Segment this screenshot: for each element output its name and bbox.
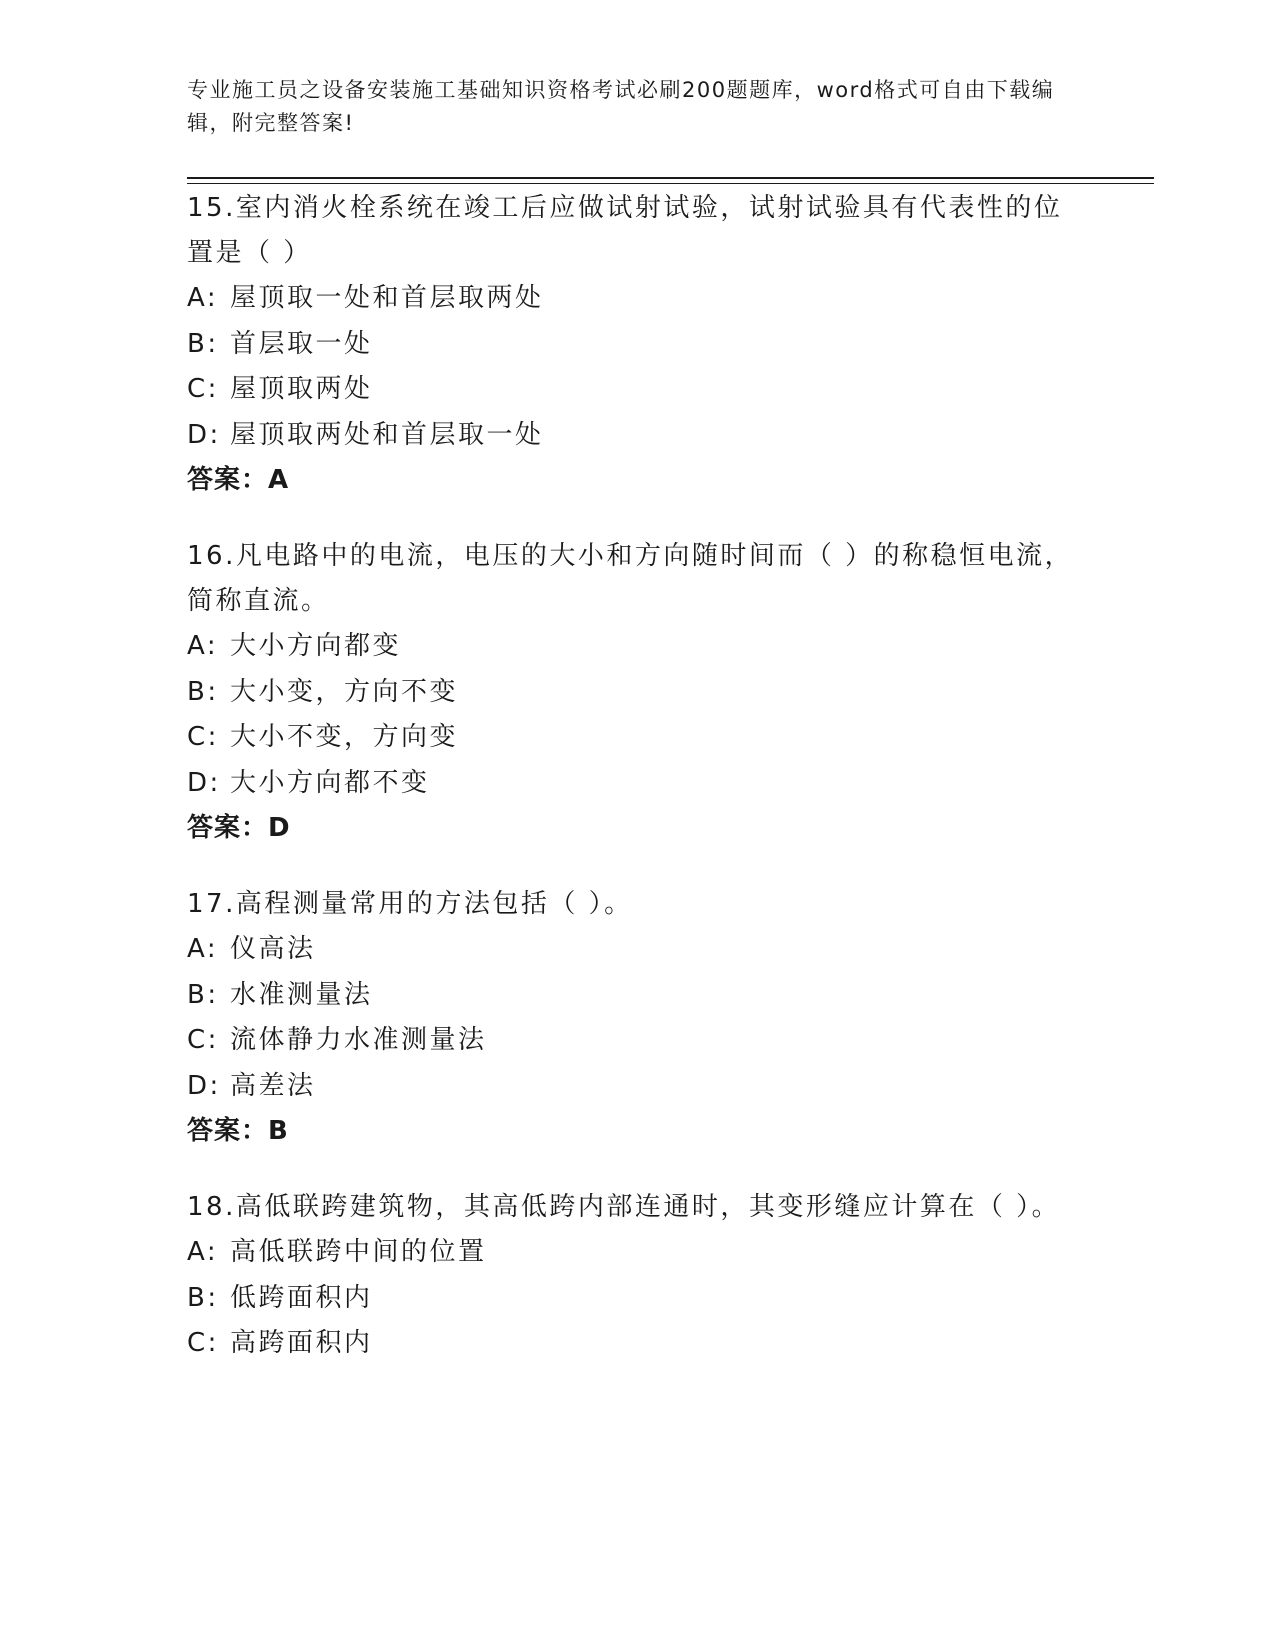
answer-line: 答案：B — [187, 1116, 289, 1146]
document-header: 专业施工员之设备安装施工基础知识资格考试必刷200题题库，word格式可自由下载编辑，附完整答案! — [187, 78, 1055, 135]
option-c — [187, 367, 1087, 413]
option-letter: B: — [187, 979, 219, 1010]
option-a — [187, 624, 1087, 670]
option-text: 屋顶取一处和首层取两处 — [230, 283, 544, 313]
option-letter: B: — [187, 676, 219, 707]
option-text: 屋顶取两处 — [230, 374, 373, 404]
question-text: 17.高程测量常用的方法包括（ ）。 — [187, 889, 633, 919]
option-text: 大小方向都不变 — [230, 767, 430, 798]
option-text: 水准测量法 — [230, 979, 373, 1010]
header-divider-thick — [187, 177, 1154, 179]
option-c — [187, 1321, 1087, 1367]
option-b — [187, 1276, 1087, 1322]
option-a — [187, 1230, 1087, 1276]
option-text: 低跨面积内 — [230, 1282, 373, 1313]
option-c — [187, 715, 1087, 761]
option-d — [187, 413, 1087, 459]
question-18 — [187, 1185, 1087, 1367]
question-text: 15.室内消火栓系统在竣工后应做试射试验，试射试验具有代表性的位置是（ ） — [187, 193, 1063, 268]
option-letter: C: — [187, 374, 219, 404]
answer-line: 答案：D — [187, 813, 291, 843]
option-letter: A: — [187, 934, 219, 964]
option-letter: A: — [187, 283, 219, 313]
option-letter: D: — [187, 419, 221, 450]
option-text: 首层取一处 — [230, 328, 373, 359]
answer-line: 答案：A — [187, 465, 290, 495]
option-letter: A: — [187, 1237, 219, 1267]
option-d — [187, 1064, 1087, 1110]
option-text: 屋顶取两处和首层取一处 — [230, 419, 544, 450]
question-text: 18.高低联跨建筑物，其高低跨内部连通时，其变形缝应计算在（ ）。 — [187, 1192, 1061, 1222]
option-text: 流体静力水准测量法 — [230, 1025, 487, 1055]
option-b — [187, 670, 1087, 716]
question-text: 16.凡电路中的电流，电压的大小和方向随时间而（ ）的称稳恒电流，简称直流。 — [187, 541, 1074, 616]
option-letter: D: — [187, 1070, 221, 1101]
option-d — [187, 761, 1087, 807]
option-text: 高跨面积内 — [230, 1328, 373, 1358]
option-letter: A: — [187, 631, 219, 661]
question-16 — [187, 534, 1087, 851]
option-a — [187, 276, 1087, 322]
option-letter: B: — [187, 1282, 219, 1313]
option-text: 高低联跨中间的位置 — [230, 1237, 487, 1267]
option-text: 高差法 — [230, 1070, 316, 1101]
option-letter: D: — [187, 767, 221, 798]
option-b — [187, 322, 1087, 368]
option-text: 大小方向都变 — [230, 631, 402, 661]
header-divider-thin — [187, 183, 1154, 184]
option-letter: C: — [187, 1328, 219, 1358]
question-17 — [187, 882, 1087, 1154]
option-text: 大小不变，方向变 — [230, 722, 459, 752]
option-letter: C: — [187, 722, 219, 752]
option-letter: B: — [187, 328, 219, 359]
question-list — [187, 186, 1087, 1398]
option-text: 大小变，方向不变 — [230, 676, 459, 707]
option-c — [187, 1018, 1087, 1064]
option-b — [187, 973, 1087, 1019]
option-a — [187, 927, 1087, 973]
question-15 — [187, 186, 1087, 503]
option-text: 仪高法 — [230, 934, 316, 964]
option-letter: C: — [187, 1025, 219, 1055]
